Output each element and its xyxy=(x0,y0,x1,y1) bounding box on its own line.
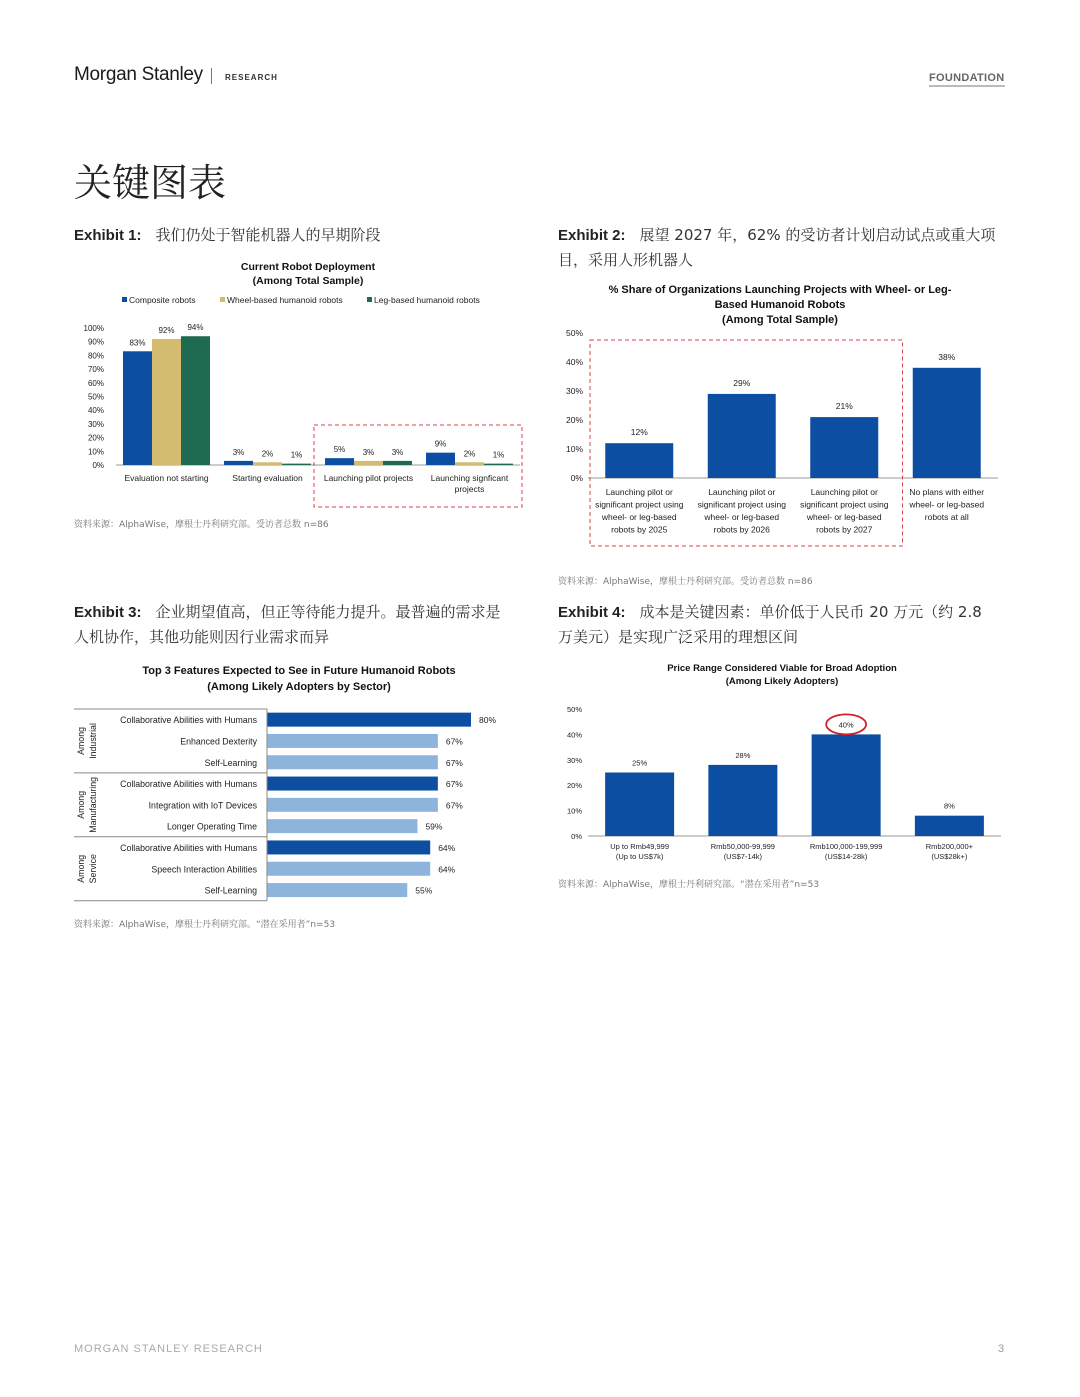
x-tick-label: (Up to US$7k) xyxy=(615,852,664,861)
bar xyxy=(282,464,311,465)
bar xyxy=(152,339,181,465)
bar xyxy=(267,819,417,833)
exhibit-4-label: Exhibit 4: xyxy=(558,604,626,621)
bar xyxy=(708,765,777,836)
data-label: 2% xyxy=(261,449,274,459)
y-tick-label: 30% xyxy=(565,386,583,396)
y-tick-label: 20% xyxy=(566,781,582,791)
chart-subtitle: (Among Likely Adopters) xyxy=(725,676,839,687)
bar xyxy=(267,883,407,897)
chart-price-range xyxy=(558,658,1008,868)
highlight-box xyxy=(314,425,522,507)
legend-label: Wheel-based humanoid robots xyxy=(227,295,343,305)
y-tick-label: 90% xyxy=(87,337,104,347)
chart-title: % Share of Organizations Launching Projects with Wheel- or Leg- xyxy=(608,284,952,296)
data-label: 3% xyxy=(362,447,375,457)
y-tick-label: 60% xyxy=(87,378,104,388)
data-label: 55% xyxy=(415,885,433,896)
x-tick-label: Launching pilot or xyxy=(708,487,776,497)
x-tick-label: Launching pilot or xyxy=(810,487,878,497)
y-tick-label: 80% xyxy=(87,351,104,361)
bar xyxy=(253,462,282,465)
row-label: Enhanced Dexterity xyxy=(180,736,257,747)
y-tick-label: 40% xyxy=(87,406,104,416)
legend-swatch xyxy=(367,297,372,302)
x-tick-label: wheel- or leg-based xyxy=(806,512,882,522)
exhibit-2-source: 资料来源：AlphaWise，摩根士丹利研究部。受访者总数 n=86 xyxy=(558,577,813,587)
data-label: 1% xyxy=(290,450,303,460)
x-tick-label: Rmb100,000-199,999 xyxy=(809,842,883,851)
exhibit-4-text-2: 万美元）是实现广泛采用的理想区间 xyxy=(558,628,799,646)
legend-label: Composite robots xyxy=(129,295,196,305)
x-tick-label: Up to Rmb49,999 xyxy=(610,842,670,851)
bar xyxy=(915,816,984,836)
x-tick-label: (US$7-14k) xyxy=(723,852,763,861)
x-tick-label: significant project using xyxy=(595,499,684,510)
row-label: Collaborative Abilities with Humans xyxy=(120,779,257,790)
chart-top-features xyxy=(74,658,534,903)
x-tick-label: No plans with either xyxy=(909,487,985,497)
chart-title: Current Robot Deployment xyxy=(240,261,376,273)
group-label: Service xyxy=(88,854,98,884)
bar xyxy=(913,368,981,478)
data-label: 64% xyxy=(438,864,456,875)
chart-title: Price Range Considered Viable for Broad Adoption xyxy=(667,663,897,674)
x-tick-label: robots at all xyxy=(924,512,969,522)
bar xyxy=(605,443,673,478)
y-tick-label: 50% xyxy=(565,328,583,338)
exhibit-3-label: Exhibit 3: xyxy=(74,604,142,621)
bar xyxy=(267,713,471,727)
data-label: 67% xyxy=(445,736,463,747)
bar xyxy=(383,461,412,465)
chart-robot-deployment xyxy=(74,255,534,515)
data-label: 3% xyxy=(232,447,245,457)
brand-logo: Morgan Stanley xyxy=(74,64,203,85)
group-label: Among xyxy=(76,790,86,819)
y-tick-label: 40% xyxy=(565,357,583,367)
row-label: Integration with IoT Devices xyxy=(148,800,257,811)
y-tick-label: 10% xyxy=(87,447,104,457)
y-tick-label: 100% xyxy=(83,324,104,333)
bar xyxy=(426,453,455,465)
data-label: 2% xyxy=(463,449,476,459)
exhibit-2-text-1: 展望 2027 年，62% 的受访者计划启动试点或重大项 xyxy=(639,226,996,244)
exhibit-2-text-2: 目，采用人形机器人 xyxy=(558,251,694,269)
x-tick-label: wheel- or leg-based xyxy=(909,499,985,510)
x-tick-label: (US$28k+) xyxy=(931,852,968,861)
x-tick-label: robots by 2025 xyxy=(611,524,668,535)
exhibit-1-text: 我们仍处于智能机器人的早期阶段 xyxy=(155,226,381,244)
data-label: 94% xyxy=(187,323,204,333)
exhibit-2-label: Exhibit 2: xyxy=(558,227,626,244)
y-tick-label: 30% xyxy=(87,419,104,429)
x-tick-label: wheel- or leg-based xyxy=(704,512,780,522)
row-label: Longer Operating Time xyxy=(167,821,257,832)
logo-divider xyxy=(211,68,212,84)
bar xyxy=(267,798,438,812)
x-tick-label: wheel- or leg-based xyxy=(601,512,677,522)
data-label: 1% xyxy=(492,450,505,460)
x-tick-label: Launching signficant xyxy=(430,473,509,483)
bar xyxy=(267,755,438,769)
bar xyxy=(810,417,878,478)
exhibit-1-source: 资料来源：AlphaWise，摩根士丹利研究部。受访者总数 n=86 xyxy=(74,520,329,530)
y-tick-label: 10% xyxy=(565,444,583,454)
footer-brand: MORGAN STANLEY RESEARCH xyxy=(74,1343,263,1355)
row-label: Speech Interaction Abilities xyxy=(151,864,257,875)
data-label: 21% xyxy=(835,401,853,412)
data-label: 38% xyxy=(938,351,956,362)
data-label: 29% xyxy=(733,377,751,388)
y-tick-label: 0% xyxy=(570,473,583,483)
y-tick-label: 30% xyxy=(566,755,582,765)
data-label: 64% xyxy=(438,842,456,853)
exhibit-3-caption xyxy=(74,600,534,649)
exhibit-2-caption xyxy=(558,223,1008,272)
bar xyxy=(181,336,210,465)
legend-swatch xyxy=(122,297,127,302)
data-label: 9% xyxy=(434,439,447,449)
page-number: 3 xyxy=(998,1343,1005,1355)
exhibit-4-source: 资料来源：AlphaWise，摩根士丹利研究部。“潜在采用者”n=53 xyxy=(558,880,820,890)
data-label: 92% xyxy=(158,325,175,335)
data-label: 67% xyxy=(445,757,463,768)
x-tick-label: Launching pilot projects xyxy=(323,473,414,483)
y-tick-label: 20% xyxy=(87,433,104,443)
exhibit-3-source: 资料来源：AlphaWise，摩根士丹利研究部。“潜在采用者”n=53 xyxy=(74,920,336,930)
data-label: 40% xyxy=(838,720,854,730)
row-label: Collaborative Abilities with Humans xyxy=(120,715,257,726)
x-tick-label: Evaluation not starting xyxy=(124,473,209,483)
data-label: 80% xyxy=(479,715,497,726)
chart-subtitle: (Among Likely Adopters by Sector) xyxy=(207,681,391,693)
x-tick-label: (US$14-28k) xyxy=(824,852,868,861)
exhibit-1-caption xyxy=(74,223,534,248)
y-tick-label: 40% xyxy=(566,730,582,740)
x-tick-label: projects xyxy=(454,484,485,494)
data-label: 12% xyxy=(630,427,648,438)
legend-swatch xyxy=(220,297,225,302)
group-label: Among xyxy=(76,854,86,883)
bar xyxy=(267,734,438,748)
x-tick-label: Launching pilot or xyxy=(605,487,673,497)
data-label: 5% xyxy=(333,445,346,455)
data-label: 3% xyxy=(391,447,404,457)
group-label: Industrial xyxy=(88,723,98,759)
data-label: 59% xyxy=(425,821,443,832)
exhibit-4-text-1: 成本是关键因素：单价低于人民币 20 万元（约 2.8 xyxy=(639,603,982,621)
data-label: 25% xyxy=(632,758,648,768)
chart-subtitle: (Among Total Sample) xyxy=(722,314,838,326)
bar xyxy=(812,734,881,836)
research-label: RESEARCH xyxy=(225,73,278,82)
exhibit-3-text-1: 企业期望值高，但正等待能力提升。最普遍的需求是 xyxy=(155,603,501,621)
bar xyxy=(267,777,438,791)
foundation-tag: FOUNDATION xyxy=(929,72,1005,87)
bar xyxy=(605,773,674,837)
legend-label: Leg-based humanoid robots xyxy=(374,295,480,305)
chart-subtitle: (Among Total Sample) xyxy=(252,275,364,287)
row-label: Collaborative Abilities with Humans xyxy=(120,842,257,853)
bar xyxy=(224,461,253,465)
y-tick-label: 0% xyxy=(92,461,104,470)
row-label: Self-Learning xyxy=(204,885,257,896)
x-tick-label: significant project using xyxy=(800,499,889,510)
page-title: 关键图表 xyxy=(74,161,227,205)
data-label: 28% xyxy=(735,750,751,760)
bar xyxy=(455,462,484,465)
y-tick-label: 50% xyxy=(87,392,104,402)
data-label: 67% xyxy=(445,800,463,811)
exhibit-3-text-2: 人机协作，其他功能则因行业需求而异 xyxy=(74,628,330,646)
bar xyxy=(484,464,513,465)
data-label: 8% xyxy=(943,801,955,811)
bar xyxy=(708,394,776,478)
row-label: Self-Learning xyxy=(204,757,257,768)
bar xyxy=(267,840,430,854)
data-label: 67% xyxy=(445,779,463,790)
exhibit-1-label: Exhibit 1: xyxy=(74,227,142,244)
chart-title: Top 3 Features Expected to See in Future Humanoid Robots xyxy=(142,665,456,677)
exhibit-4-caption xyxy=(558,600,1008,649)
group-label: Manufacturing xyxy=(88,776,98,833)
x-tick-label: robots by 2027 xyxy=(816,524,873,535)
chart-project-share xyxy=(558,278,1008,553)
x-tick-label: significant project using xyxy=(697,499,786,510)
group-label: Among xyxy=(76,727,86,755)
bar xyxy=(325,458,354,465)
y-tick-label: 20% xyxy=(565,415,583,425)
y-tick-label: 70% xyxy=(87,365,104,375)
data-label: 83% xyxy=(129,338,146,348)
y-tick-label: 50% xyxy=(566,705,582,714)
x-tick-label: Starting evaluation xyxy=(232,473,303,483)
x-tick-label: Rmb200,000+ xyxy=(925,842,974,851)
y-tick-label: 0% xyxy=(571,832,582,841)
bar xyxy=(354,461,383,465)
bar xyxy=(123,351,152,465)
bar xyxy=(267,862,430,876)
y-tick-label: 10% xyxy=(566,806,582,816)
x-tick-label: robots by 2026 xyxy=(713,524,770,535)
chart-title: Based Humanoid Robots xyxy=(714,299,846,311)
x-tick-label: Rmb50,000-99,999 xyxy=(710,842,775,851)
